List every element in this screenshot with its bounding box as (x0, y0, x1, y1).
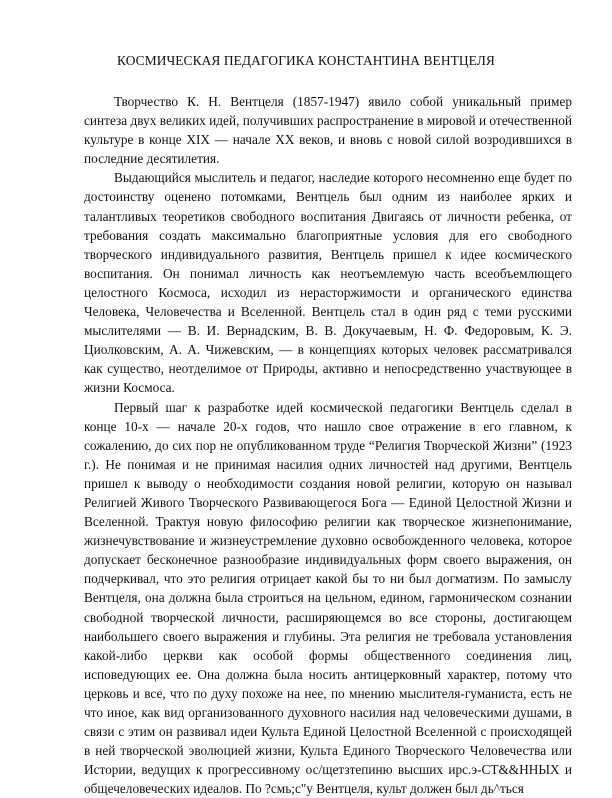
paragraph-1: Творчество К. Н. Вентцеля (1857-1947) явило собой уникальный пример синтеза двух великих идей, получивших распространение в мировой и отечественной культуре в конце XIX — начале XX веков, и вновь с новой силой возродившихся в последние десятилетия. (84, 92, 572, 168)
document-body (84, 92, 572, 798)
document-title: КОСМИЧЕСКАЯ ПЕДАГОГИКА КОНСТАНТИНА ВЕНТЦЕЛЯ (40, 51, 572, 71)
paragraph-3: Первый шаг к разработке идей космической педагогики Вентцель сделал в конце 10-х — начале 20-х годов, что нашло свое отражение в его главном, к сожалению, до сих пор не опубликованном труде “Религия Творческой Жизни” (1923 г.). Не понимая и не принимая насилия одних личностей над другими, Вентцель пришел к выводу о необходимости создания новой религии, которую он называл Религией Живого Творческого Развивающегося Бога — Единой Целостной Жизни и Вселенной. Трактуя новую философию религии как творческое жизнепонимание, жизнечувствование и жизнеустремление духовно освобожденного человека, которое допускает бесконечное разнообразие индивидуальных форм своего выражения, он подчеркивал, что это религия отрицает какой бы то ни был догматизм. По замыслу Вентцеля, она должна была строиться на цельном, едином, гармоническом сознании свободной творческой личности, расширяющемся во все стороны, достигающем наибольшего своего выражения и глубины. Эта религия не требовала установления какой-либо церкви как особой формы общественного соединения лиц, исповедующих ее. Она должна была носить антицерковный характер, потому что церковь и все, что по духу похоже на нее, по мнению мыслителя-гуманиста, есть не что иное, как вид организованного духовного насилия над человеческими душами, в связи с этим он развивал идеи Культа Единой Целостной Вселенной с происходящей в ней творческой эволюцией жизни, Культа Единого Творческого Человечества или Истории, ведущих к прогрессивному ос/щетзтепиню высших ирс.э-СТ&&ННЫХ и общечеловеческих идеалов. По ?смь;с"у Вентцеля, культ должен был дь^ться (84, 398, 572, 798)
paragraph-2: Выдающийся мыслитель и педагог, наследие которого несомненно еще будет по достоинству оценено потомками, Вентцель был одним из наиболее ярких и талантливых теоретиков свободного воспитания Двигаясь от личности ребенка, от требования создать максимально благоприятные условия для его свободного творческого индивидуального развития, Вентцель пришел к идее космического воспитания. Он понимал личность как неотъемлемую часть всеобъемлющего целостного Космоса, исходил из нерасторжимости и органического единства Человека, Человечества и Вселенной. Вентцель стал в один ряд с теми русскими мыслителями — В. И. Вернадским, В. В. Докучаевым, Н. Ф. Федоровым, К. Э. Циолковским, А. А. Чижевским, — в концепциях которых человек рассматривался как существо, неотделимое от Природы, активно и непосредственно участвующее в жизни Космоса. (84, 168, 572, 397)
